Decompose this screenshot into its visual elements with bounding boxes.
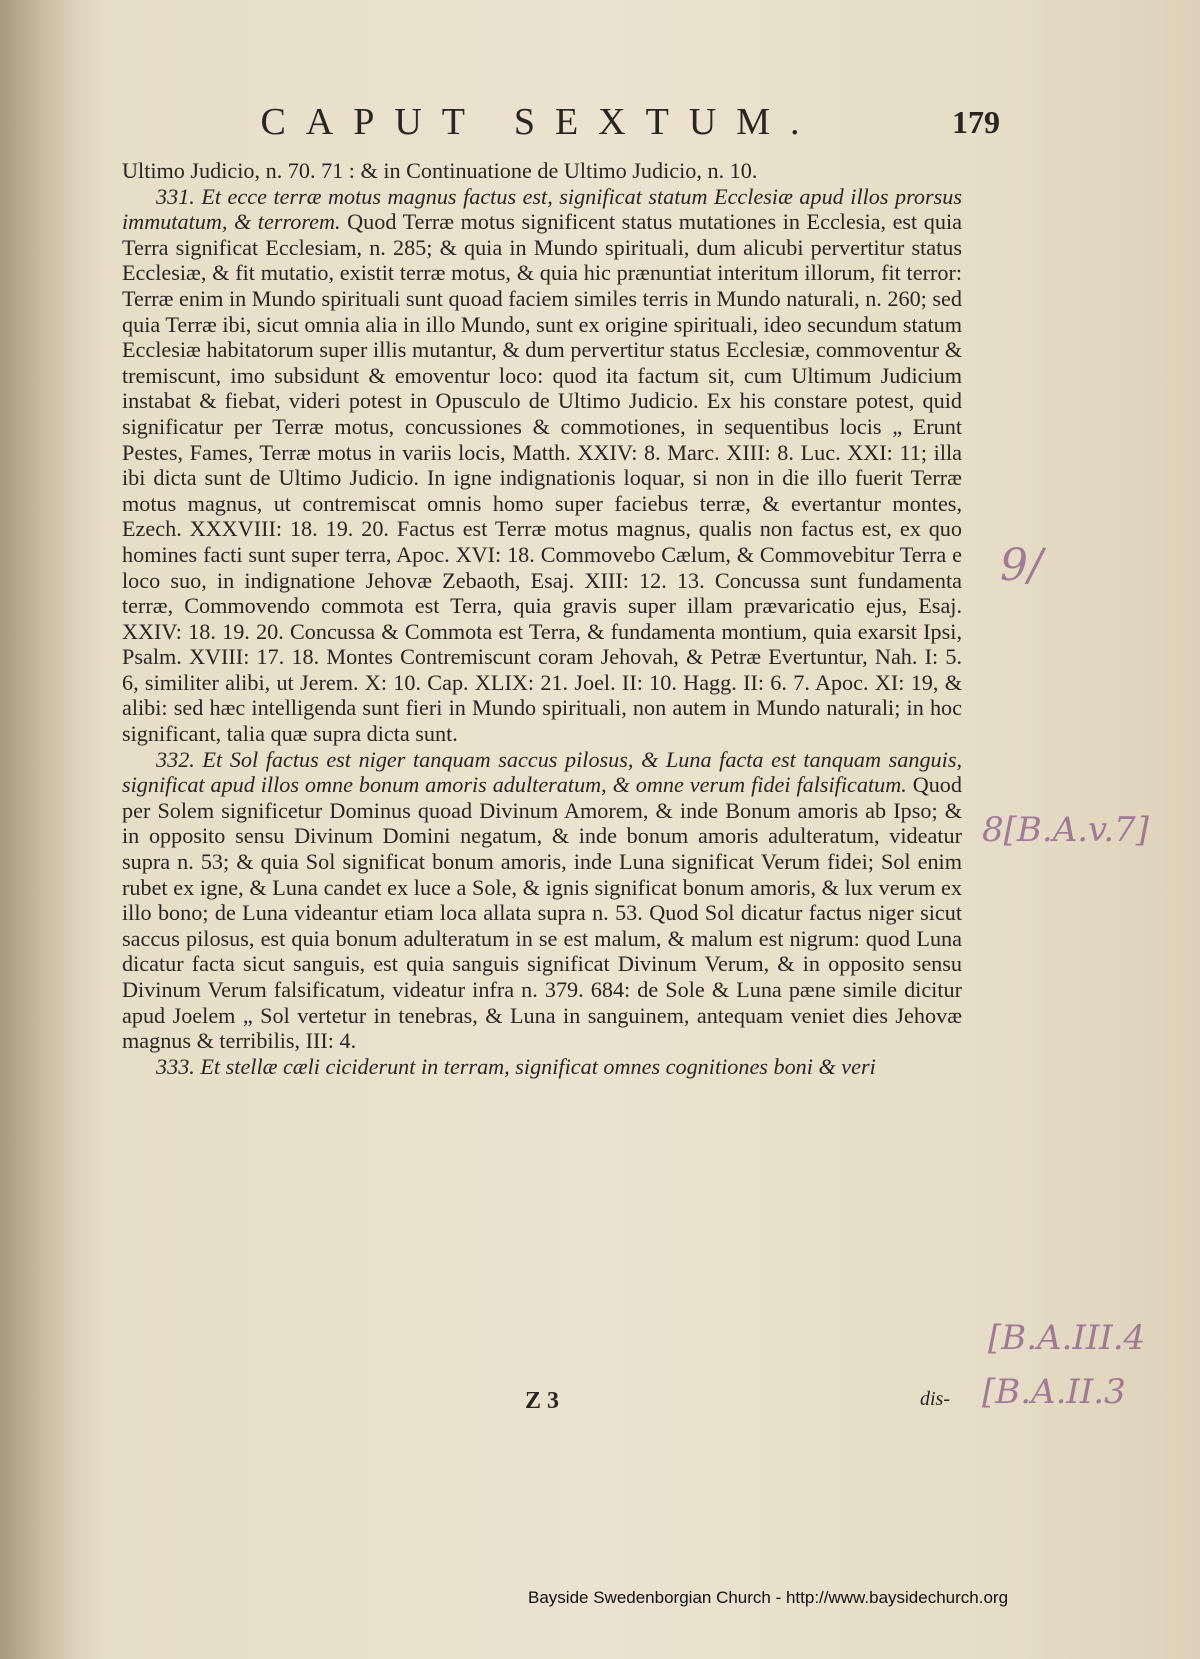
running-title: CAPUT SEXTUM. <box>260 101 820 143</box>
paragraph-333 <box>122 1054 962 1080</box>
body-text <box>122 158 962 1079</box>
paragraph-332-heading: 332. Et Sol factus est niger tanquam saccus pilosus, & Luna facta est tanquam sanguis, significat apud illos omne bonum amoris adulteratum, & omne verum fidei falsificatum. <box>122 746 962 798</box>
page-number: 179 <box>952 104 1000 140</box>
margin-annotation-2: 8[B.A.v.7] <box>982 810 1149 850</box>
paragraph-331 <box>122 184 962 747</box>
paragraph-332-text: Quod per Solem significetur Dominus quoad Divinum Amorem, & inde Bonum amoris ab Ipso; & in opposito sensu Divinum Domini negatum, & inde bonum amoris adulteratum, videatur supra n. 53; & quia Sol significat bonum amoris, inde Luna significat Verum fidei; Sol enim rubet ex igne, & Luna candet ex luce a Sole, & ignis significat bonum amoris, & lux verum ex illo bono; de Luna videantur etiam loca allata supra n. 53. Quod Sol dicatur factus niger sicut saccus pilosus, est quia bonum adulteratum in se est malum, & malum est nigrum: quod Luna dicatur facta sicut sanguis, est quia sanguis significat Divinum Verum, & in opposito sensu Divinum Verum falsificatum, videatur infra n. 379. 684: de Sole & Luna pæne simile dicitur apud Joelem „ Sol vertetur in tenebras, & Luna in sanguinem, antequam veniet dies Jehovæ magnus & terribilis, III: 4. <box>122 772 962 1054</box>
paragraph-333-heading: 333. Et stellæ cæli ciciderunt in terram, significat omnes cognitiones boni & veri <box>156 1053 876 1079</box>
catchword: dis- <box>920 1388 950 1410</box>
margin-annotation-1: 9/ <box>1000 540 1043 591</box>
watermark-footer: Bayside Swedenborgian Church - http://www.baysidechurch.org <box>528 1588 1009 1607</box>
paragraph-332 <box>122 747 962 1054</box>
continuation-line: Ultimo Judicio, n. 70. 71 : & in Continuatione de Ultimo Judicio, n. 10. <box>122 158 758 183</box>
margin-annotation-3: [B.A.III.4 <box>988 1318 1146 1358</box>
paragraph-331-heading: 331. Et ecce terræ motus magnus factus est, significat statum Ecclesiæ apud illos prorsus immutatum, & terrorem. <box>122 183 962 235</box>
paragraph-331-text: Quod Terræ motus significent status mutationes in Ecclesia, est quia Terra significat Ecclesiam, n. 285; & quia in Mundo spirituali, dum alicubi pervertitur status Ecclesiæ, & fit mutatio, existit terræ motus, & quia hic prænuntiat interitum illorum, fit terror: Terræ enim in Mundo spirituali sunt quoad faciem similes terris in Mundo naturali, n. 260; sed quia Terræ ibi, sicut omnia alia in illo Mundo, sunt ex origine spirituali, ideo secundum statum Ecclesiæ habitatorum super illis mutantur, & dum pervertitur status Ecclesiæ, commoventur & tremiscunt, imo subsidunt & emoventur loco: quod ita factum sit, cum Ultimum Judicium instabat & fiebat, videri potest in Opusculo de Ultimo Judicio. Ex his constare potest, quid significatur per Terræ motus, concussiones & commotiones, in sequentibus locis „ Erunt Pestes, Fames, Terræ motus in variis locis, Matth. XXIV: 8. Marc. XIII: 8. Luc. XXI: 11; illa ibi dicta sunt de Ultimo Judicio. In igne indignationis loquar, si non in die illo fuerit Terræ motus magnus, ut contremiscat omnis homo super faciebus terræ, & evertantur montes, Ezech. XXXVIII: 18. 19. 20. Factus est Terræ motus magnus, qualis non factus est, ex quo homines facti sunt super terra, Apoc. XVI: 18. Commovebo Cælum, & Commovebitur Terra e loco suo, in indignatione Jehovæ Zebaoth, Esaj. XIII: 12. 13. Concussa sunt fundamenta terræ, Commovendo commota est Terra, quia gravis super illam prævaricatio ejus, Esaj. XXIV: 18. 19. 20. Concussa & Commota est Terra, & fundamenta montium, quia exarsit Ipsi, Psalm. XVIII: 17. 18. Montes Contremiscunt coram Jehovah, & Petræ Evertuntur, Nah. I: 5. 6, similiter alibi, ut Jerem. X: 10. Cap. XLIX: 21. Joel. II: 10. Hagg. II: 6. 7. Apoc. XI: 19, & alibi: sed hæc intelligenda sunt fieri in Mundo spirituali, non autem in Mundo naturali; in hoc significant, talia quæ supra dicta sunt. <box>122 209 962 747</box>
signature-mark: Z 3 <box>525 1388 560 1414</box>
page-header <box>240 100 1000 150</box>
margin-annotation-4: [B.A.II.3 <box>982 1372 1126 1412</box>
gutter-shadow <box>0 0 80 1659</box>
